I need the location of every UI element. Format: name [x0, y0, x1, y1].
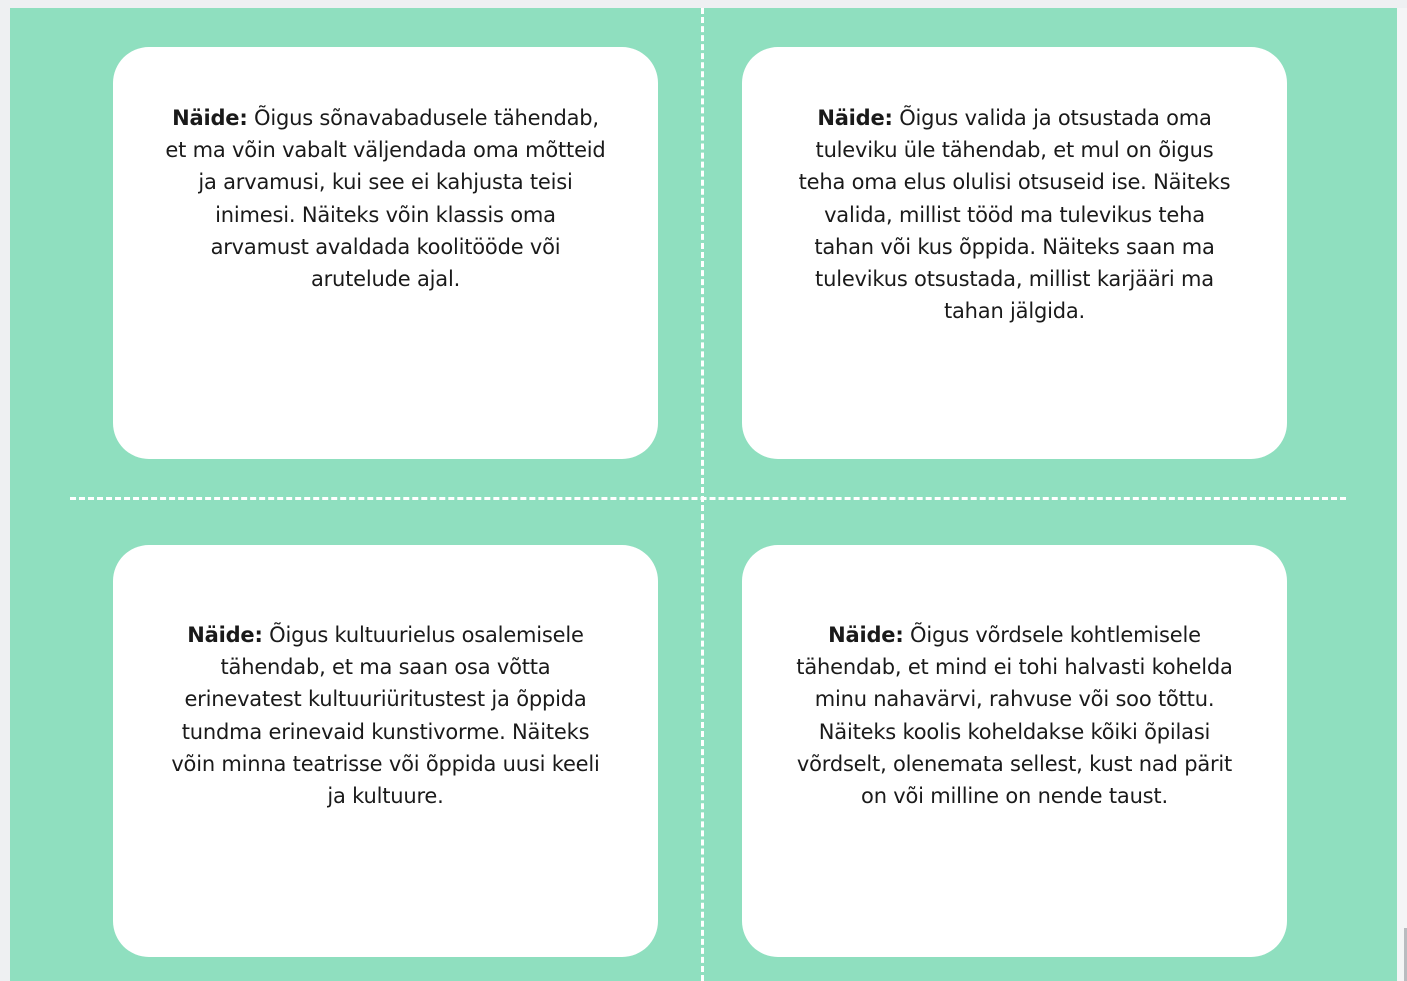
card-text — [163, 102, 608, 295]
card-text — [163, 619, 608, 812]
example-card-equal-treatment — [742, 545, 1287, 957]
page-edge — [1397, 8, 1407, 981]
card-label: Näide: — [828, 623, 904, 647]
card-label: Näide: — [817, 106, 893, 130]
card-text — [792, 619, 1237, 812]
card-label: Näide: — [172, 106, 248, 130]
card-body: Õigus sõnavabadusele tähendab, et ma võin vabalt väljendada oma mõtteid ja arvamusi, kui see ei kahjusta teisi inimesi. Näiteks võin klassis oma arvamust avaldada koolitööde või arutelude ajal. — [165, 106, 606, 292]
card-text — [792, 102, 1237, 327]
example-card-future-choice — [742, 47, 1287, 459]
card-body: Õigus võrdsele kohtlemisele tähendab, et mind ei tohi halvasti kohelda minu nahavärvi, rahvuse või soo tõttu. Näiteks koolis koheldakse kõiki õpilasi võrdselt, olenemata sellest, kust nad pärit on või milline on nende taust. — [796, 623, 1233, 809]
example-card-cultural-life — [113, 545, 658, 957]
example-card-free-speech — [113, 47, 658, 459]
card-body: Õigus kultuurielus osalemisele tähendab, et ma saan osa võtta erinevatest kultuuriüritustest ja õppida tundma erinevaid kunstivorme. Näiteks võin minna teatrisse või õppida uusi keeli ja kultuure. — [171, 623, 600, 809]
horizontal-cut-line — [70, 497, 1346, 500]
card-body: Õigus valida ja otsustada oma tuleviku üle tähendab, et mul on õigus teha oma elus olulisi otsuseid ise. Näiteks valida, millist tööd ma tulevikus teha tahan või kus õppida. Näiteks saan ma tulevikus otsustada, millist karjääri ma tahan jälgida. — [798, 106, 1231, 324]
card-label: Näide: — [187, 623, 263, 647]
vertical-cut-line — [701, 8, 704, 981]
